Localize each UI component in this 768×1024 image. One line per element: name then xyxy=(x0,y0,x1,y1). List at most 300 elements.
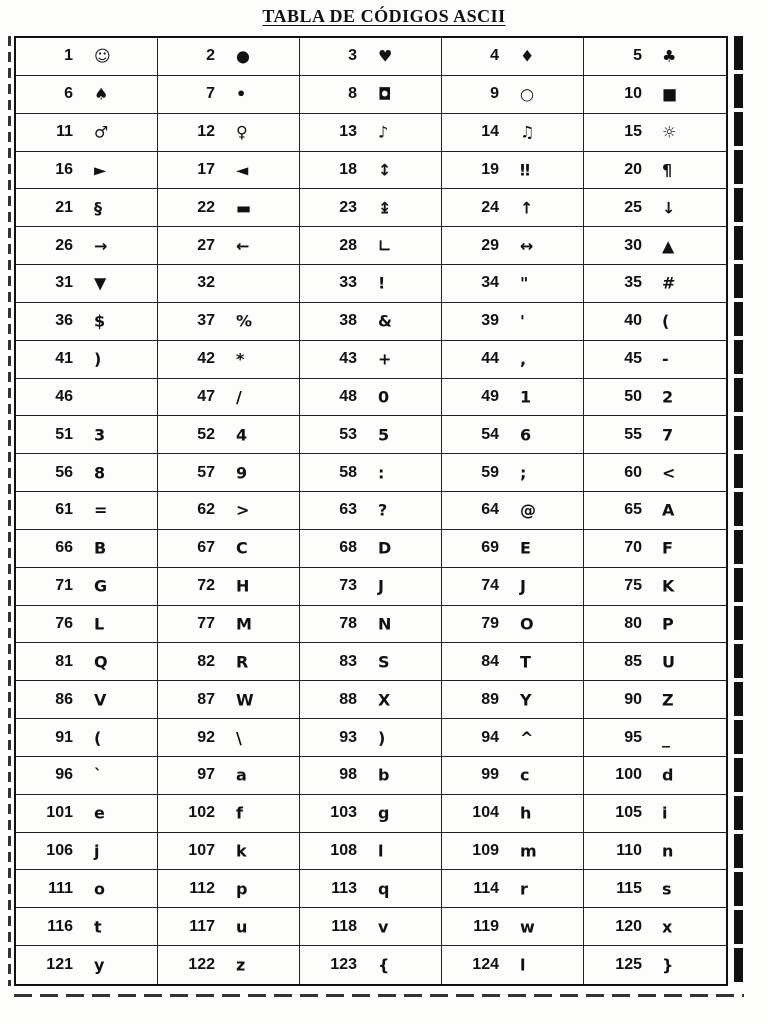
ascii-character: 7 xyxy=(662,425,674,445)
ascii-character: 1 xyxy=(520,387,532,407)
ascii-code-number: 67 xyxy=(197,539,215,557)
ascii-code-number: 3 xyxy=(348,47,357,65)
table-cell xyxy=(584,341,726,379)
ascii-code-number: 79 xyxy=(481,615,499,633)
ascii-code-number: 21 xyxy=(55,198,73,216)
ascii-character: q xyxy=(378,879,390,899)
ascii-code-number: 68 xyxy=(339,539,357,557)
ascii-character: ? xyxy=(378,500,388,520)
ascii-character: s xyxy=(662,879,672,899)
ascii-code-number: 78 xyxy=(339,615,357,633)
ascii-character: ' xyxy=(520,311,525,331)
ascii-character: • xyxy=(236,84,247,104)
table-cell xyxy=(300,681,442,719)
ascii-code-number: 69 xyxy=(481,539,499,557)
table-cell xyxy=(584,908,726,946)
ascii-character: Z xyxy=(662,690,674,710)
ascii-code-number: 37 xyxy=(197,312,215,330)
ascii-character: n xyxy=(662,841,674,861)
ascii-character: + xyxy=(378,349,392,369)
ascii-code-number: 6 xyxy=(64,85,73,103)
ascii-code-number: 26 xyxy=(55,236,73,254)
ascii-character: J xyxy=(520,576,526,596)
ascii-character: M xyxy=(236,614,252,634)
ascii-character: ♫ xyxy=(520,122,535,142)
table-cell xyxy=(16,76,158,114)
ascii-code-number: 124 xyxy=(472,956,499,974)
table-cell xyxy=(16,341,158,379)
table-cell xyxy=(300,379,442,417)
ascii-code-number: 91 xyxy=(55,728,73,746)
ascii-code-number: 73 xyxy=(339,577,357,595)
ascii-character: ♪ xyxy=(378,122,389,142)
table-cell xyxy=(442,379,584,417)
ascii-table-sheet xyxy=(14,36,744,986)
ascii-character: d xyxy=(662,765,674,785)
ascii-character: ↓ xyxy=(662,198,676,218)
ascii-code-number: 105 xyxy=(615,804,642,822)
ascii-code-number: 54 xyxy=(481,425,499,443)
table-cell xyxy=(16,492,158,530)
ascii-code-number: 4 xyxy=(490,47,499,65)
ascii-code-number: 88 xyxy=(339,690,357,708)
ascii-code-number: 93 xyxy=(339,728,357,746)
table-cell xyxy=(442,454,584,492)
table-cell xyxy=(158,757,300,795)
ascii-character: h xyxy=(520,803,532,823)
ascii-character: V xyxy=(94,690,107,710)
ascii-character: ♠ xyxy=(94,84,109,104)
table-cell xyxy=(442,757,584,795)
ascii-character: i xyxy=(662,803,668,823)
table-cell xyxy=(300,265,442,303)
ascii-code-number: 106 xyxy=(46,842,73,860)
ascii-character: ☺ xyxy=(94,46,111,66)
ascii-character: ◘ xyxy=(378,84,392,104)
ascii-character: p xyxy=(236,879,248,899)
page-title: TABLA DE CÓDIGOS ASCII xyxy=(262,6,506,26)
table-cell xyxy=(584,416,726,454)
ascii-character: f xyxy=(236,803,243,823)
table-cell xyxy=(158,870,300,908)
ascii-character: ↕ xyxy=(378,160,392,180)
ascii-character: ◄ xyxy=(236,160,249,180)
ascii-character: ☼ xyxy=(662,122,677,142)
table-cell xyxy=(158,795,300,833)
ascii-code-number: 76 xyxy=(55,615,73,633)
ascii-code-number: 81 xyxy=(55,652,73,670)
ascii-character: ▬ xyxy=(236,198,252,218)
ascii-character: u xyxy=(236,917,248,937)
table-cell xyxy=(300,38,442,76)
ascii-code-number: 34 xyxy=(481,274,499,292)
table-cell xyxy=(442,492,584,530)
table-cell xyxy=(300,76,442,114)
ascii-code-number: 39 xyxy=(481,312,499,330)
table-cell xyxy=(584,114,726,152)
table-cell xyxy=(584,681,726,719)
ascii-character: B xyxy=(94,538,107,558)
ascii-code-number: 98 xyxy=(339,766,357,784)
ascii-character: ∟ xyxy=(378,236,392,256)
ascii-code-number: 115 xyxy=(616,879,642,897)
ascii-code-number: 16 xyxy=(55,160,73,178)
ascii-character: C xyxy=(236,538,248,558)
ascii-character: b xyxy=(378,765,390,785)
table-cell xyxy=(300,795,442,833)
ascii-code-number: 65 xyxy=(624,501,642,519)
table-cell xyxy=(16,681,158,719)
table-cell xyxy=(442,833,584,871)
table-cell xyxy=(584,606,726,644)
table-cell xyxy=(300,492,442,530)
ascii-code-number: 30 xyxy=(624,236,642,254)
table-cell xyxy=(16,643,158,681)
right-margin-bar xyxy=(734,36,743,986)
table-cell xyxy=(442,76,584,114)
table-cell xyxy=(442,189,584,227)
table-cell xyxy=(16,606,158,644)
ascii-code-number: 102 xyxy=(188,804,215,822)
table-cell xyxy=(442,719,584,757)
ascii-code-number: 89 xyxy=(481,690,499,708)
table-cell xyxy=(584,303,726,341)
table-cell xyxy=(584,152,726,190)
ascii-code-number: 95 xyxy=(624,728,642,746)
table-cell xyxy=(584,38,726,76)
table-cell xyxy=(584,227,726,265)
ascii-code-number: 44 xyxy=(481,350,499,368)
ascii-character: K xyxy=(662,576,675,596)
ascii-code-number: 7 xyxy=(206,85,215,103)
ascii-code-number: 84 xyxy=(481,652,499,670)
ascii-character: \ xyxy=(236,728,242,748)
ascii-character: ▼ xyxy=(94,273,107,293)
ascii-code-number: 27 xyxy=(197,236,215,254)
ascii-character: ♦ xyxy=(520,46,535,66)
ascii-character: * xyxy=(236,349,245,369)
left-margin-marks xyxy=(8,36,11,986)
ascii-code-number: 80 xyxy=(624,615,642,633)
ascii-code-number: 97 xyxy=(197,766,215,784)
ascii-code-number: 100 xyxy=(615,766,642,784)
ascii-character: _ xyxy=(662,728,670,748)
ascii-code-number: 87 xyxy=(197,690,215,708)
ascii-character: " xyxy=(520,273,529,293)
table-cell xyxy=(158,341,300,379)
ascii-code-number: 104 xyxy=(472,804,499,822)
ascii-code-number: 74 xyxy=(481,577,499,595)
ascii-character: ) xyxy=(378,728,386,748)
table-cell xyxy=(442,908,584,946)
table-cell xyxy=(300,341,442,379)
table-cell xyxy=(442,416,584,454)
ascii-character: c xyxy=(520,765,530,785)
table-cell xyxy=(584,76,726,114)
ascii-code-number: 122 xyxy=(188,956,215,974)
ascii-code-number: 119 xyxy=(473,917,499,935)
table-cell xyxy=(300,643,442,681)
table-cell xyxy=(158,568,300,606)
table-cell xyxy=(16,38,158,76)
ascii-code-number: 107 xyxy=(188,842,215,860)
ascii-code-number: 113 xyxy=(331,879,357,897)
ascii-character: 9 xyxy=(236,463,248,483)
ascii-character: z xyxy=(236,955,246,975)
table-cell xyxy=(442,265,584,303)
ascii-code-number: 14 xyxy=(481,123,499,141)
ascii-code-number: 47 xyxy=(197,387,215,405)
ascii-code-number: 109 xyxy=(472,842,499,860)
ascii-code-number: 42 xyxy=(197,350,215,368)
ascii-code-number: 114 xyxy=(473,879,499,897)
ascii-code-number: 118 xyxy=(331,917,357,935)
ascii-character: 3 xyxy=(94,425,106,445)
ascii-character: e xyxy=(94,803,105,823)
ascii-code-number: 90 xyxy=(624,690,642,708)
ascii-character: @ xyxy=(520,500,536,520)
ascii-code-number: 41 xyxy=(55,350,73,368)
table-cell xyxy=(300,606,442,644)
ascii-code-number: 8 xyxy=(348,85,357,103)
table-cell xyxy=(584,643,726,681)
ascii-character: k xyxy=(236,841,247,861)
ascii-character: G xyxy=(94,576,108,596)
table-cell xyxy=(300,114,442,152)
table-cell xyxy=(584,870,726,908)
ascii-code-number: 123 xyxy=(330,956,357,974)
ascii-code-number: 52 xyxy=(197,425,215,443)
ascii-code-number: 59 xyxy=(481,463,499,481)
ascii-code-number: 43 xyxy=(339,350,357,368)
table-cell xyxy=(158,189,300,227)
ascii-character: R xyxy=(236,652,249,672)
ascii-code-number: 22 xyxy=(197,198,215,216)
ascii-code-number: 63 xyxy=(339,501,357,519)
ascii-code-number: 17 xyxy=(197,160,215,178)
table-cell xyxy=(158,606,300,644)
ascii-code-number: 32 xyxy=(197,274,215,292)
table-cell xyxy=(584,946,726,984)
table-cell xyxy=(16,303,158,341)
ascii-character: , xyxy=(520,349,527,369)
table-cell xyxy=(442,303,584,341)
table-cell xyxy=(300,530,442,568)
table-cell xyxy=(16,114,158,152)
ascii-code-number: 35 xyxy=(624,274,642,292)
ascii-code-number: 116 xyxy=(47,917,73,935)
table-cell xyxy=(442,606,584,644)
ascii-character: : xyxy=(378,463,385,483)
table-cell xyxy=(16,416,158,454)
table-cell xyxy=(16,265,158,303)
ascii-character: < xyxy=(662,463,676,483)
table-cell xyxy=(300,227,442,265)
table-cell xyxy=(158,833,300,871)
ascii-character: U xyxy=(662,652,675,672)
table-cell xyxy=(442,568,584,606)
ascii-character: Q xyxy=(94,652,108,672)
table-cell xyxy=(158,152,300,190)
ascii-character: $ xyxy=(94,311,106,331)
table-cell xyxy=(300,568,442,606)
ascii-code-number: 24 xyxy=(481,198,499,216)
ascii-code-number: 120 xyxy=(615,917,642,935)
table-cell xyxy=(584,833,726,871)
ascii-character: % xyxy=(236,311,253,331)
ascii-character: 6 xyxy=(520,425,532,445)
ascii-character: { xyxy=(378,955,390,975)
ascii-character: ▲ xyxy=(662,236,675,256)
ascii-character: ♀ xyxy=(236,122,248,142)
table-cell xyxy=(442,227,584,265)
table-cell xyxy=(442,341,584,379)
ascii-character: w xyxy=(520,917,535,937)
ascii-code-number: 101 xyxy=(46,804,73,822)
ascii-code-number: 86 xyxy=(55,690,73,708)
ascii-code-number: 51 xyxy=(55,425,73,443)
ascii-character: Y xyxy=(520,690,532,710)
table-cell xyxy=(158,946,300,984)
ascii-code-number: 121 xyxy=(46,956,73,974)
ascii-code-number: 61 xyxy=(55,501,73,519)
ascii-character: ■ xyxy=(662,84,678,104)
table-cell xyxy=(300,189,442,227)
ascii-code-number: 117 xyxy=(189,917,215,935)
table-cell xyxy=(158,76,300,114)
table-cell xyxy=(16,530,158,568)
table-cell xyxy=(584,492,726,530)
ascii-character: § xyxy=(94,198,102,218)
ascii-code-number: 28 xyxy=(339,236,357,254)
ascii-character: N xyxy=(378,614,392,634)
ascii-code-number: 96 xyxy=(55,766,73,784)
ascii-code-number: 11 xyxy=(56,123,73,141)
ascii-code-number: 99 xyxy=(481,766,499,784)
ascii-character: L xyxy=(94,614,105,634)
ascii-code-number: 9 xyxy=(490,85,499,103)
table-cell xyxy=(158,454,300,492)
table-cell xyxy=(16,719,158,757)
table-cell xyxy=(442,795,584,833)
table-cell xyxy=(158,114,300,152)
ascii-code-number: 85 xyxy=(624,652,642,670)
table-cell xyxy=(16,908,158,946)
table-cell xyxy=(442,152,584,190)
ascii-character: ♥ xyxy=(378,46,393,66)
ascii-code-number: 48 xyxy=(339,387,357,405)
table-cell xyxy=(158,265,300,303)
table-cell xyxy=(158,908,300,946)
ascii-character: → xyxy=(94,236,108,256)
ascii-character: O xyxy=(520,614,534,634)
table-cell xyxy=(584,189,726,227)
ascii-code-number: 108 xyxy=(330,842,357,860)
ascii-code-number: 82 xyxy=(197,652,215,670)
ascii-character: ♂ xyxy=(94,122,109,142)
ascii-character: ( xyxy=(94,728,102,748)
table-cell xyxy=(442,946,584,984)
ascii-character: ( xyxy=(662,311,670,331)
ascii-code-number: 40 xyxy=(624,312,642,330)
ascii-code-number: 94 xyxy=(481,728,499,746)
ascii-code-number: 36 xyxy=(55,312,73,330)
ascii-character: l xyxy=(520,955,526,975)
ascii-code-number: 13 xyxy=(339,123,357,141)
ascii-character: ● xyxy=(236,46,250,66)
table-cell xyxy=(158,303,300,341)
ascii-code-number: 1 xyxy=(64,47,73,65)
ascii-character: ► xyxy=(94,160,107,180)
table-cell xyxy=(158,492,300,530)
table-cell xyxy=(300,152,442,190)
ascii-character: > xyxy=(236,500,250,520)
table-cell xyxy=(442,643,584,681)
ascii-character: - xyxy=(662,349,669,369)
ascii-code-number: 56 xyxy=(55,463,73,481)
table-cell xyxy=(300,833,442,871)
ascii-code-number: 112 xyxy=(189,879,215,897)
ascii-code-number: 31 xyxy=(55,274,73,292)
ascii-character: # xyxy=(662,273,676,293)
ascii-character: ! xyxy=(378,273,386,293)
ascii-character: ♣ xyxy=(662,46,677,66)
ascii-character: T xyxy=(520,652,531,672)
table-cell xyxy=(584,795,726,833)
ascii-character: 2 xyxy=(662,387,674,407)
ascii-code-number: 25 xyxy=(624,198,642,216)
ascii-code-number: 77 xyxy=(197,615,215,633)
ascii-character: X xyxy=(378,690,391,710)
ascii-code-number: 64 xyxy=(481,501,499,519)
ascii-character: 4 xyxy=(236,425,248,445)
ascii-character: W xyxy=(236,690,254,710)
table-cell xyxy=(16,379,158,417)
table-cell xyxy=(16,757,158,795)
ascii-character: / xyxy=(236,387,242,407)
table-cell xyxy=(158,38,300,76)
ascii-code-table xyxy=(14,36,728,986)
ascii-character: F xyxy=(662,538,673,558)
ascii-character: } xyxy=(662,955,674,975)
table-cell xyxy=(300,946,442,984)
table-cell xyxy=(158,681,300,719)
ascii-code-number: 18 xyxy=(339,160,357,178)
ascii-code-number: 66 xyxy=(55,539,73,557)
ascii-character: m xyxy=(520,841,537,861)
table-cell xyxy=(16,833,158,871)
table-cell xyxy=(300,454,442,492)
ascii-character: = xyxy=(94,500,108,520)
table-cell xyxy=(158,379,300,417)
ascii-character: ^ xyxy=(520,728,534,748)
ascii-code-number: 53 xyxy=(339,425,357,443)
bottom-dashed-line xyxy=(14,994,744,997)
ascii-code-number: 33 xyxy=(339,274,357,292)
table-cell xyxy=(300,303,442,341)
ascii-code-number: 83 xyxy=(339,652,357,670)
ascii-code-number: 23 xyxy=(339,198,357,216)
table-cell xyxy=(442,530,584,568)
ascii-character: t xyxy=(94,917,102,937)
ascii-character: v xyxy=(378,917,389,937)
ascii-character: 8 xyxy=(94,463,106,483)
ascii-code-number: 71 xyxy=(55,577,73,595)
ascii-character: a xyxy=(236,765,247,785)
ascii-character: g xyxy=(378,803,390,823)
ascii-code-number: 20 xyxy=(624,160,642,178)
ascii-code-number: 92 xyxy=(197,728,215,746)
